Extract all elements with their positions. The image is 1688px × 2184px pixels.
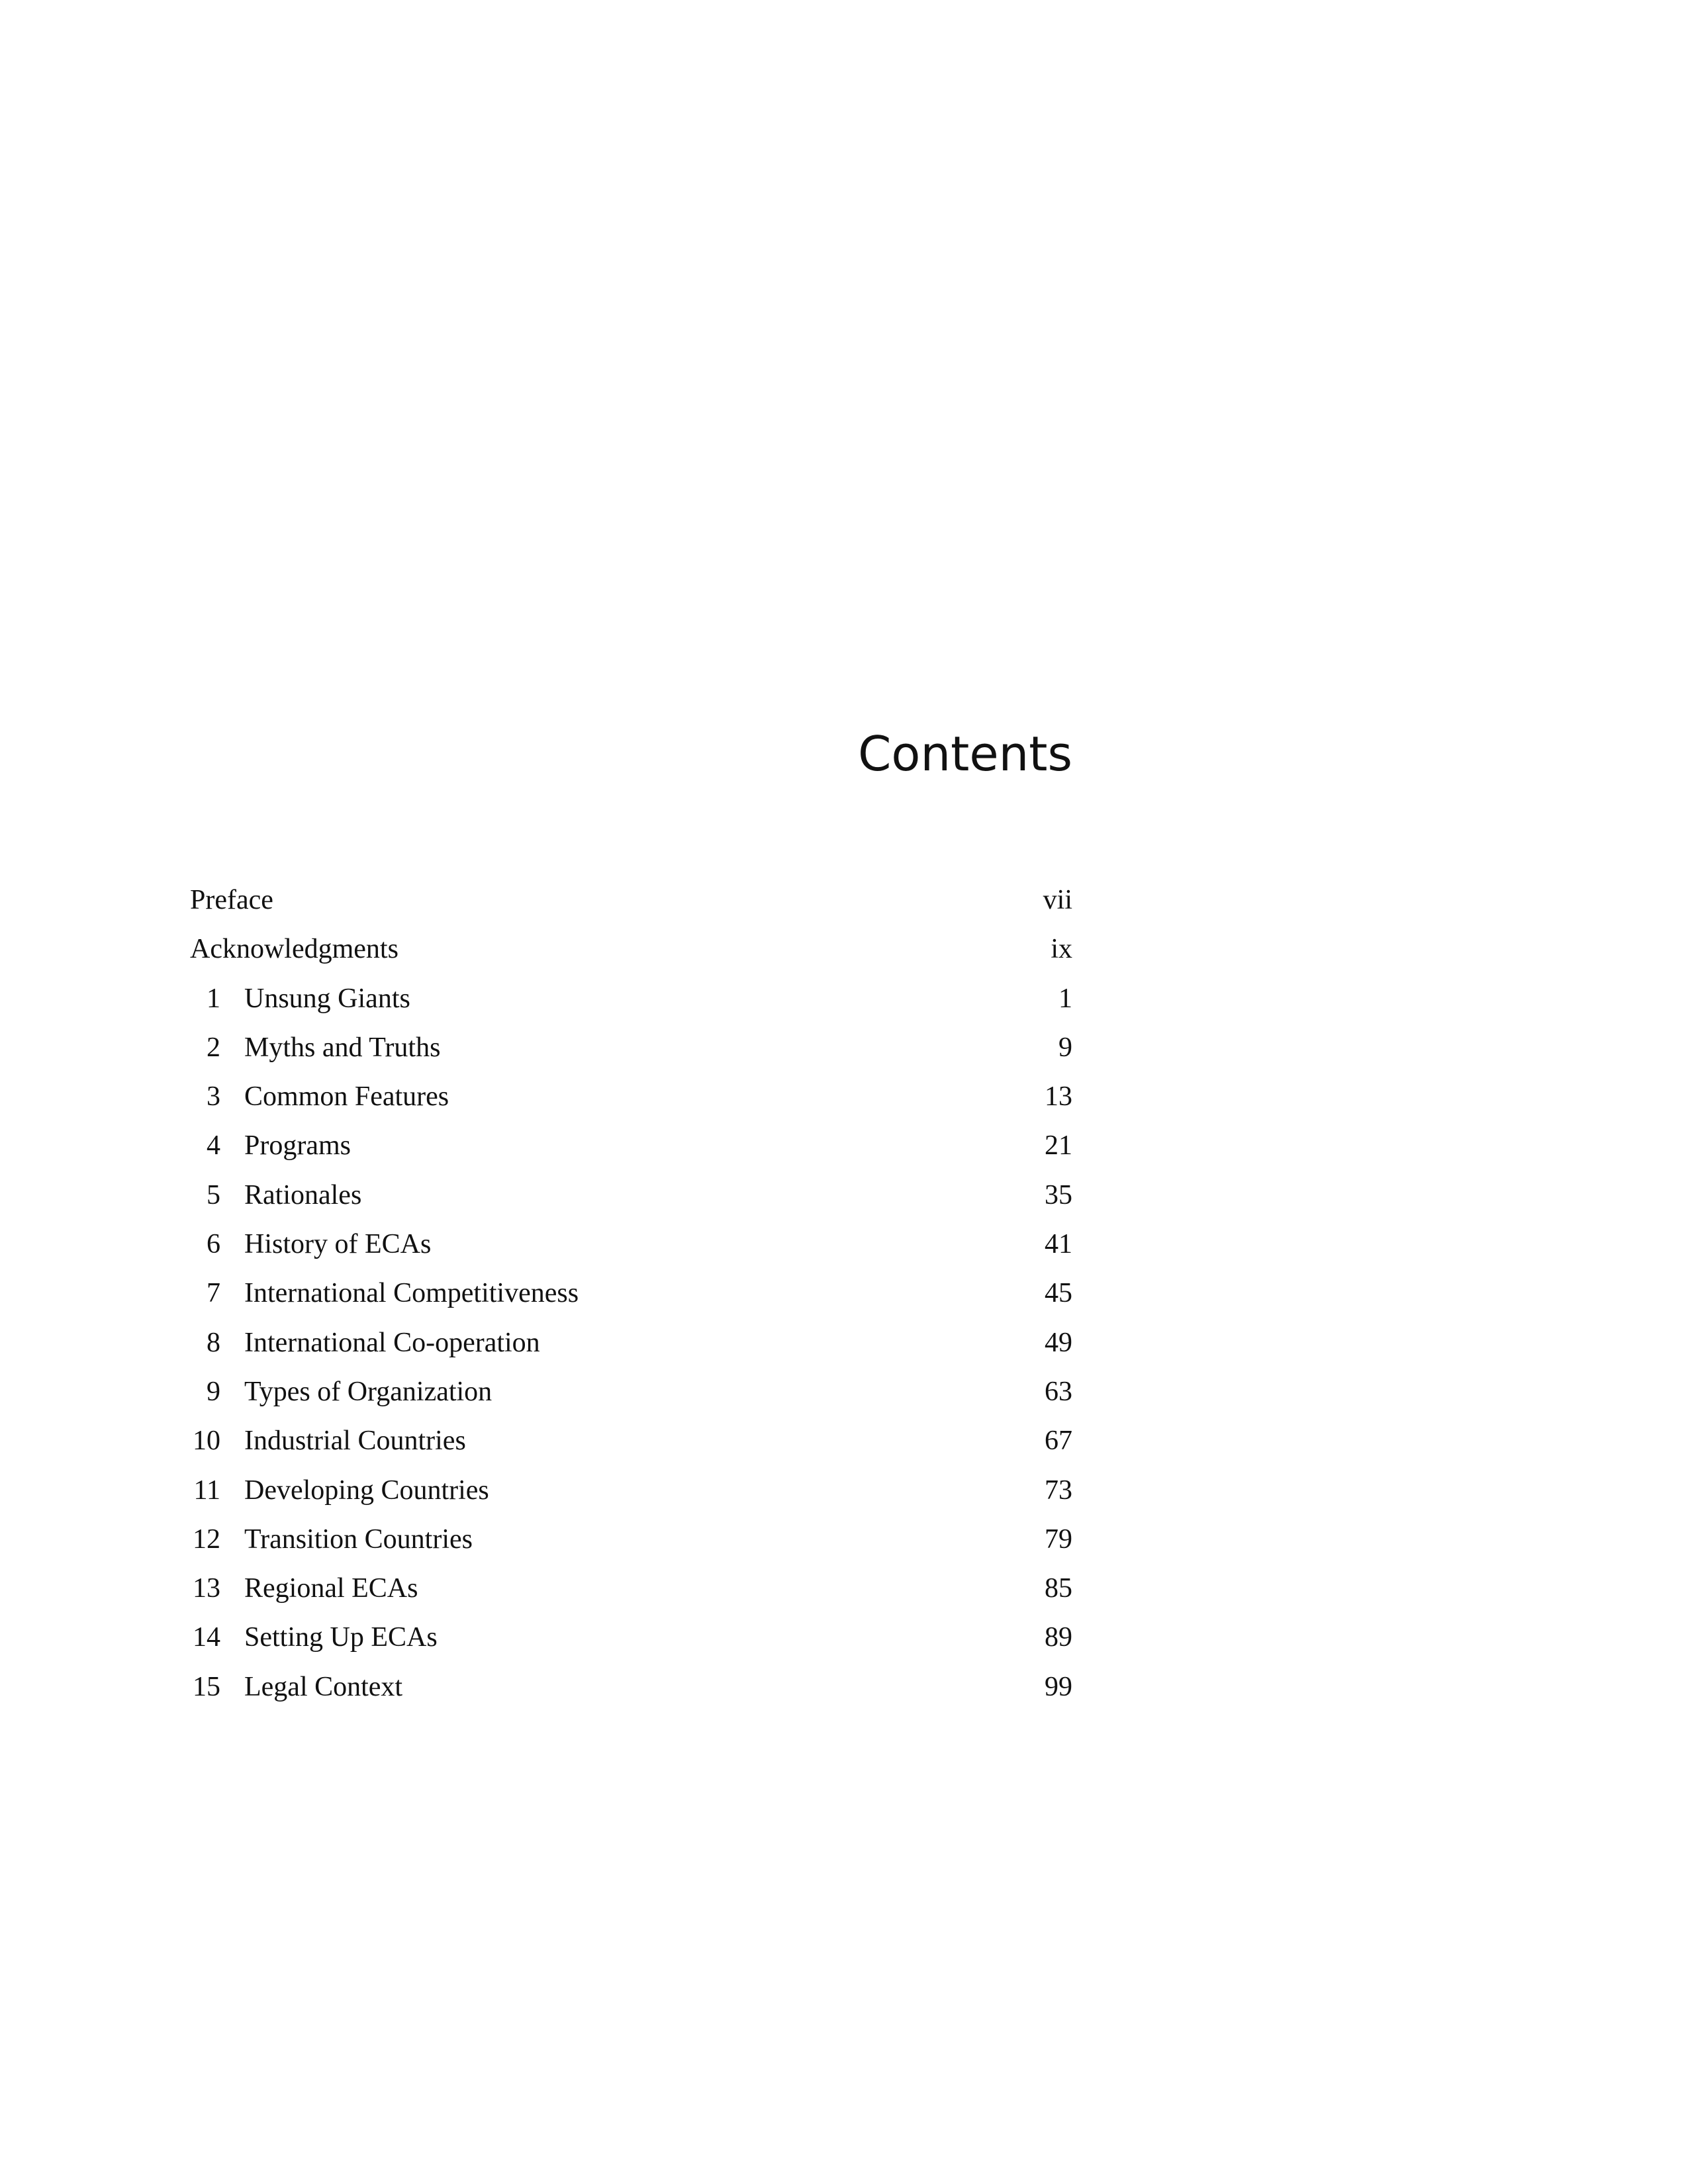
- toc-entry-title: Programs: [244, 1130, 351, 1161]
- toc-chapter-number: 9: [207, 1376, 220, 1407]
- toc-chapter-number: 1: [207, 983, 220, 1014]
- toc-entry-page: 99: [1045, 1671, 1072, 1702]
- toc-entry-chapter-5[interactable]: [190, 1177, 1072, 1226]
- toc-chapter-number: 2: [207, 1032, 220, 1063]
- toc-chapter-number: 7: [207, 1278, 220, 1309]
- toc-entry-page: 21: [1045, 1130, 1072, 1161]
- toc-entry-page: 79: [1045, 1524, 1072, 1555]
- toc-chapter-number: 12: [193, 1524, 220, 1555]
- toc-entry-title: Myths and Truths: [244, 1032, 441, 1063]
- toc-chapter-number: 13: [193, 1573, 220, 1604]
- toc-entry-chapter-4[interactable]: [190, 1127, 1072, 1176]
- toc-entry-chapter-9[interactable]: [190, 1373, 1072, 1422]
- toc-entry-chapter-11[interactable]: [190, 1472, 1072, 1521]
- toc-chapter-number: 5: [207, 1179, 220, 1210]
- toc-entry-title: International Competitiveness: [244, 1278, 579, 1309]
- toc-entry-title: Legal Context: [244, 1671, 403, 1702]
- toc-entry-title: International Co-operation: [244, 1327, 540, 1358]
- toc-entry-title: Unsung Giants: [244, 983, 410, 1014]
- toc-entry-page: vii: [1043, 885, 1072, 915]
- toc-entry-chapter-10[interactable]: [190, 1422, 1072, 1471]
- toc-entry-page: 49: [1045, 1327, 1072, 1358]
- toc-chapter-number: 6: [207, 1229, 220, 1260]
- table-of-contents: [190, 882, 1072, 1717]
- toc-entry-page: 35: [1045, 1179, 1072, 1210]
- toc-entry-chapter-1[interactable]: [190, 980, 1072, 1029]
- toc-entry-page: 41: [1045, 1229, 1072, 1260]
- toc-chapter-number: 3: [207, 1081, 220, 1113]
- toc-entry-title: Rationales: [244, 1179, 362, 1210]
- toc-entry-page: 9: [1058, 1032, 1072, 1063]
- toc-entry-chapter-6[interactable]: [190, 1226, 1072, 1275]
- toc-chapter-number: 10: [193, 1426, 220, 1457]
- toc-entry-page: 67: [1045, 1426, 1072, 1457]
- toc-chapter-number: 4: [207, 1130, 220, 1161]
- toc-entry-chapter-14[interactable]: [190, 1619, 1072, 1668]
- toc-entry-page: 85: [1045, 1573, 1072, 1604]
- toc-entry-title: Preface: [190, 885, 273, 915]
- toc-entry-chapter-3[interactable]: [190, 1078, 1072, 1127]
- toc-entry-preface[interactable]: [190, 882, 1072, 931]
- toc-entry-title: Acknowledgments: [190, 934, 399, 965]
- toc-entry-page: 73: [1045, 1475, 1072, 1506]
- toc-entry-page: 89: [1045, 1622, 1072, 1653]
- toc-entry-chapter-7[interactable]: [190, 1275, 1072, 1324]
- toc-entry-chapter-2[interactable]: [190, 1029, 1072, 1078]
- toc-entry-title: Developing Countries: [244, 1475, 489, 1506]
- toc-entry-chapter-12[interactable]: [190, 1521, 1072, 1570]
- toc-entry-title: Regional ECAs: [244, 1573, 418, 1604]
- toc-entry-page: 45: [1045, 1278, 1072, 1309]
- toc-chapter-number: 8: [207, 1327, 220, 1358]
- toc-entry-page: ix: [1051, 934, 1072, 965]
- toc-entry-title: Transition Countries: [244, 1524, 473, 1555]
- toc-entry-title: Types of Organization: [244, 1376, 492, 1407]
- toc-entry-page: 1: [1058, 983, 1072, 1014]
- toc-entry-chapter-15[interactable]: [190, 1668, 1072, 1717]
- toc-entry-page: 13: [1045, 1081, 1072, 1113]
- toc-chapter-number: 11: [193, 1475, 220, 1506]
- toc-entry-title: Industrial Countries: [244, 1426, 466, 1457]
- toc-entry-acknowledgments[interactable]: [190, 931, 1072, 979]
- toc-entry-chapter-13[interactable]: [190, 1570, 1072, 1619]
- toc-chapter-number: 15: [193, 1671, 220, 1702]
- toc-entry-title: Common Features: [244, 1081, 449, 1113]
- toc-entry-title: History of ECAs: [244, 1229, 432, 1260]
- toc-entry-page: 63: [1045, 1376, 1072, 1407]
- page-title: Contents: [858, 726, 1072, 782]
- toc-chapter-number: 14: [193, 1622, 220, 1653]
- toc-entry-title: Setting Up ECAs: [244, 1622, 438, 1653]
- toc-entry-chapter-8[interactable]: [190, 1324, 1072, 1373]
